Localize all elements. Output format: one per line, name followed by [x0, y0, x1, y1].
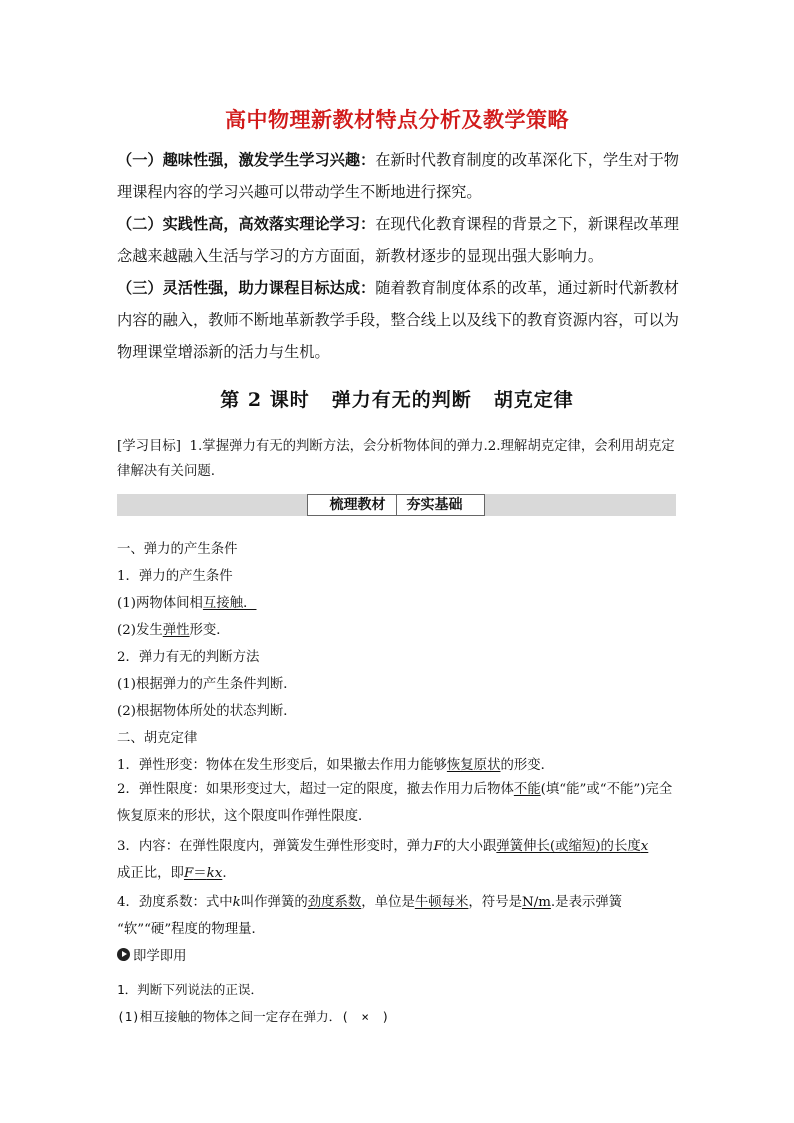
lesson-number: 第 2 课时: [220, 389, 310, 411]
section1-item2: 2．弹力有无的判断方法: [117, 650, 260, 665]
point-3-var-F: F: [433, 839, 443, 854]
point-3-text: 3．内容：在弹性限度内，弹簧发生弹性形变时，弹力: [117, 839, 434, 854]
intro-paragraph-1: [117, 144, 679, 208]
point-3: [117, 835, 679, 854]
point-3-answer: [496, 839, 648, 854]
section1-title: 一、弹力的产生条件: [117, 542, 238, 557]
intro-paragraph-2: [117, 208, 679, 272]
point-4-mid2: ，单位是: [361, 895, 415, 910]
condition-2-text: (2)发生: [117, 623, 163, 638]
point-3-line2: [117, 862, 679, 881]
objective-label: [学习目标]: [117, 439, 182, 454]
intro-paragraph-3: [117, 272, 679, 368]
point-4: [117, 891, 679, 910]
section1-item1: 1．弹力的产生条件: [117, 569, 233, 584]
point-4-answer-1: 劲度系数: [307, 895, 362, 910]
banner-left-label: 梳理教材: [329, 497, 386, 513]
method-2: (2)根据物体所处的状态判断．: [117, 704, 297, 719]
point-4-answer-3: N/m: [521, 895, 551, 910]
point-3-answer-text: 弹簧伸长(或缩短)的长度: [496, 839, 641, 854]
point-4-mid3: ，符号是: [468, 895, 522, 910]
point-3-var-x: x: [640, 839, 649, 854]
point-4-text: 4．劲度系数：式中: [117, 895, 233, 910]
banner-box: [307, 494, 485, 516]
intro-body-3: 随着教育制度体系的改革，通过新时代新教材内容的融入，教师不断地革新教学手段，整合线上以及线下的教育资源内容，可以为物理课堂增添新的活力与生机。: [117, 279, 679, 361]
formula-end: .: [222, 866, 227, 881]
objective-text: 1.掌握弹力有无的判断方法，会分析物体间的弹力.2.理解胡克定律，会利用胡克定律解决有关问题.: [117, 439, 675, 479]
intro-heading-3: （三）灵活性强，助力课程目标达成：: [117, 279, 376, 297]
point-4-tail: .是表示弹簧: [550, 895, 623, 910]
section-banner: [117, 494, 676, 516]
formula-eq: ＝: [193, 866, 207, 881]
question-1: 1．判断下列说法的正误．: [117, 982, 264, 997]
banner-right-label: 夯实基础: [406, 497, 463, 513]
practice-title: 即学即用: [133, 949, 187, 964]
point-1-tail: 的形变．: [500, 758, 555, 773]
question-1-statement-1: (1)相互接触的物体之间一定存在弹力．( × ): [117, 1009, 390, 1024]
lesson-topic-1: 弹力有无的判断: [331, 389, 472, 411]
page-title: 高中物理新教材特点分析及教学策略: [225, 108, 569, 132]
formula-F: F: [183, 866, 194, 881]
condition-2-answer: 弹性: [162, 623, 190, 638]
intro-heading-1: （一）趣味性强，激发学生学习兴趣：: [117, 151, 376, 169]
point-4-answer-2: 牛顿每米: [414, 895, 469, 910]
point-2-tail: (填“能”或“不能”)完全恢复原来的形状，这个限度叫作弹性限度．: [117, 782, 673, 824]
intro-body-2: 在现代化教育课程的背景之下，新课程改革理念越来越融入生活与学习的方方面面，新教材逐步的显现出强大影响力。: [117, 215, 679, 265]
play-circle-icon: [117, 948, 130, 961]
point-1-text: 1．弹性形变：物体在发生形变后，如果撤去作用力能够: [117, 758, 447, 773]
intro-heading-2: （二）实践性高，高效落实理论学习：: [117, 215, 376, 233]
section2-title: 二、胡克定律: [117, 731, 198, 746]
point-2: [117, 776, 679, 830]
formula-kx: kx: [206, 866, 223, 881]
condition-1: [117, 592, 679, 611]
hooke-formula: [184, 866, 222, 881]
lesson-topic-2: 胡克定律: [493, 389, 574, 411]
condition-2-tail: 形变．: [189, 623, 230, 638]
point-4-mid1: 叫作弹簧的: [240, 895, 308, 910]
condition-1-answer: 互接触．: [202, 596, 257, 611]
point-4-line2: “软”“硬”程度的物理量．: [117, 922, 265, 937]
method-1: (1)根据弹力的产生条件判断．: [117, 677, 297, 692]
point-3-mid: 的大小跟: [442, 839, 497, 854]
point-4-var-k: k: [232, 895, 241, 910]
point-2-text: 2．弹性限度：如果形变过大，超过一定的限度，撤去作用力后物体: [117, 782, 514, 797]
point-3-line2-text: 成正比，即: [117, 866, 184, 881]
lesson-title: [0, 385, 794, 412]
intro-body-1: 在新时代教育制度的改革深化下，学生对于物理课程内容的学习兴趣可以带动学生不断地进行探究。: [117, 151, 679, 201]
learning-objective: [117, 434, 679, 484]
practice-heading: [117, 945, 679, 964]
condition-2: [117, 619, 679, 638]
point-1: [117, 754, 679, 773]
condition-1-text: (1)两物体间相: [117, 596, 203, 611]
point-2-answer: 不能: [513, 782, 541, 797]
point-1-answer: 恢复原状: [446, 758, 501, 773]
